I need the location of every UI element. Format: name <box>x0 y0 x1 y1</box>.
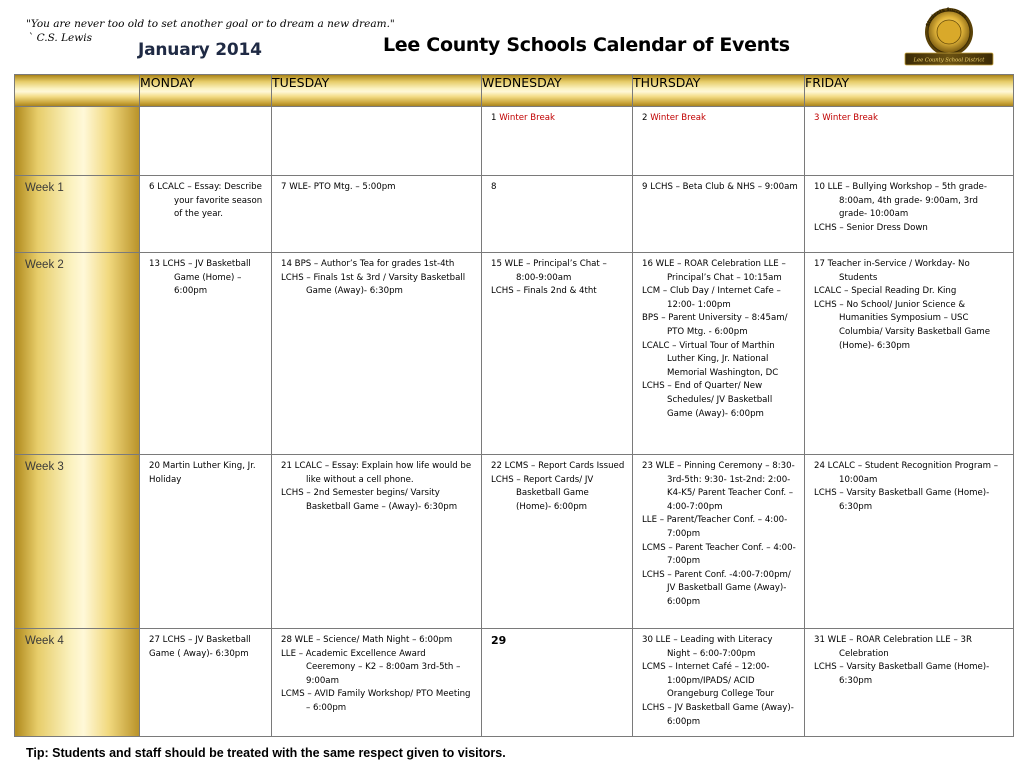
quote-text: "You are never too old to set another goal or to dream a new dream." <box>26 18 395 30</box>
event-text: 7 WLE- PTO Mtg. – 5:00pm <box>281 182 396 192</box>
event-text: LCHS – Parent Conf. -4:00-7:00pm/ JV Basketball Game (Away)- 6:00pm <box>642 569 791 607</box>
event-text: 9 LCHS – Beta Club & NHS – 9:00am <box>642 182 798 192</box>
day-cell-thursday <box>633 629 805 737</box>
event-text: LCM – Club Day / Internet Cafe – 12:00- 1:00pm <box>642 286 781 310</box>
event-text: 13 LCHS – JV Basketball Game (Home) – 6:00pm <box>149 259 251 297</box>
event-text: 2 <box>642 113 651 123</box>
logo-ring-text: Students Success <box>925 7 968 28</box>
event-line <box>491 460 626 474</box>
day-cell-wednesday <box>482 629 633 737</box>
week-row <box>15 629 1014 737</box>
week-label: Week 3 <box>15 455 140 629</box>
month-title: January 2014 <box>138 40 262 60</box>
event-text: LCMS – Internet Café – 12:00-1:00pm/IPADS/ ACID Orangeburg College Tour <box>642 662 775 700</box>
event-line <box>642 181 798 195</box>
week-row <box>15 107 1014 176</box>
event-text: LCMS – AVID Family Workshop/ PTO Meeting – 6:00pm <box>281 689 471 713</box>
event-line <box>642 112 798 126</box>
day-cell-thursday <box>633 253 805 455</box>
day-cell-monday <box>140 455 272 629</box>
week-label: Week 1 <box>15 176 140 253</box>
event-line <box>642 340 798 381</box>
event-line <box>281 634 475 648</box>
event-line <box>814 487 1007 514</box>
event-text: 20 Martin Luther King, Jr. Holiday <box>149 461 256 485</box>
day-cell-monday <box>140 176 272 253</box>
event-line <box>814 460 1007 487</box>
event-line <box>814 299 1007 353</box>
event-text: 6 LCALC – Essay: Describe your favorite season of the year. <box>149 182 263 220</box>
event-text: LCHS – Senior Dress Down <box>814 222 928 233</box>
event-line <box>281 460 475 487</box>
holiday-label: Winter Break <box>499 113 556 123</box>
event-line <box>642 258 798 285</box>
event-line <box>491 181 626 195</box>
event-text: LCALC – Special Reading Dr. King <box>814 286 957 297</box>
event-line <box>814 661 1007 688</box>
day-cell-thursday <box>633 176 805 253</box>
event-line <box>642 285 798 312</box>
event-text: 14 BPS – Author’s Tea for grades 1st-4th <box>281 259 455 269</box>
event-line <box>642 661 798 702</box>
header-tuesday: TUESDAY <box>272 75 482 107</box>
event-text: 1 <box>491 113 500 123</box>
event-text: 22 LCMS – Report Cards Issued <box>491 461 625 471</box>
holiday-label: Winter Break <box>650 113 707 123</box>
event-line <box>149 460 265 487</box>
event-text: 17 Teacher in-Service / Workday- No Students <box>814 259 970 283</box>
event-line <box>814 222 1007 236</box>
day-cell-thursday <box>633 107 805 176</box>
day-cell-tuesday <box>272 629 482 737</box>
event-line <box>642 514 798 541</box>
header-thursday: THURSDAY <box>633 75 805 107</box>
event-text: 23 WLE – Pinning Ceremony – 8:30- 3rd-5th: 9:30- 1st-2nd: 2:00- K4-K5/ Parent Teacher Conf. – 4:00-7:00pm <box>642 461 795 512</box>
event-line <box>149 181 265 222</box>
event-text: LCHS – JV Basketball Game (Away)- 6:00pm <box>642 702 794 727</box>
event-line <box>642 542 798 569</box>
event-line <box>281 258 475 272</box>
event-line <box>149 634 265 661</box>
event-text: 29 <box>491 634 507 647</box>
event-text: LCHS – Varsity Basketball Game (Home)- 6:30pm <box>814 662 990 686</box>
event-line <box>281 648 475 689</box>
logo-banner-text: Lee County School District <box>913 57 985 64</box>
week-label: Week 2 <box>15 253 140 455</box>
event-text: LCHS – Finals 1st & 3rd / Varsity Basketball Game (Away)- 6:30pm <box>281 272 466 297</box>
day-cell-friday <box>805 176 1014 253</box>
event-text: LCALC – Virtual Tour of Marthin Luther King, Jr. National Memorial Washington, DC <box>642 340 779 378</box>
event-line <box>642 702 798 729</box>
event-text: 10 LLE – Bullying Workshop – 5th grade- 8:00am, 4th grade- 9:00am, 3rd grade- 10:00am <box>814 182 987 220</box>
week-label: Week 4 <box>15 629 140 737</box>
header-wednesday: WEDNESDAY <box>482 75 633 107</box>
event-text: LCHS – No School/ Junior Science & Humanities Symposium – USC Columbia/ Varsity Basketball Game (Home)- 6:30pm <box>814 299 991 351</box>
day-cell-tuesday <box>272 253 482 455</box>
event-text: LLE – Academic Excellence Award Ceeremony – K2 – 8:00am 3rd-5th – 9:00am <box>281 648 461 686</box>
header-corner <box>15 75 140 107</box>
event-text: LCHS – End of Quarter/ New Schedules/ JV Basketball Game (Away)- 6:00pm <box>642 381 773 419</box>
day-cell-tuesday <box>272 455 482 629</box>
event-text: LCHS – Report Cards/ JV Basketball Game (Home)- 6:00pm <box>491 474 594 512</box>
day-cell-wednesday <box>482 455 633 629</box>
event-line <box>491 258 626 285</box>
event-line <box>814 258 1007 285</box>
event-line <box>149 258 265 299</box>
event-line <box>491 634 626 650</box>
event-line <box>491 285 626 299</box>
day-cell-thursday <box>633 455 805 629</box>
day-cell-monday <box>140 629 272 737</box>
calendar-body <box>15 107 1014 737</box>
event-text: LLE – Parent/Teacher Conf. – 4:00-7:00pm <box>642 515 788 539</box>
event-text: BPS – Parent University – 8:45am/ PTO Mtg. - 6:00pm <box>642 313 788 337</box>
calendar-table <box>14 74 1014 737</box>
event-text: LCHS – Varsity Basketball Game (Home)- 6:30pm <box>814 488 990 512</box>
event-text: 27 LCHS – JV Basketball Game ( Away)- 6:30pm <box>149 635 251 659</box>
event-line <box>491 112 626 126</box>
event-line <box>281 487 475 514</box>
event-text: 24 LCALC – Student Recognition Program – 10:00am <box>814 461 999 485</box>
event-line <box>814 112 1007 126</box>
event-text: 16 WLE – ROAR Celebration LLE – Principal’s Chat – 10:15am <box>642 259 786 283</box>
event-text: 15 WLE – Principal’s Chat – 8:00-9:00am <box>491 259 607 283</box>
event-text: LCMS – Parent Teacher Conf. – 4:00-7:00pm <box>642 542 796 567</box>
week-row <box>15 455 1014 629</box>
event-line <box>491 474 626 515</box>
day-cell-wednesday <box>482 253 633 455</box>
day-cell-friday <box>805 455 1014 629</box>
day-cell-tuesday <box>272 107 482 176</box>
event-text: 8 <box>491 182 497 192</box>
day-cell-monday <box>140 107 272 176</box>
holiday-label: 3 Winter Break <box>814 113 879 123</box>
event-line <box>814 285 1007 299</box>
header-row <box>15 75 1014 107</box>
week-row <box>15 253 1014 455</box>
event-text: LCHS – 2nd Semester begins/ Varsity Basketball Game – (Away)- 6:30pm <box>281 488 458 512</box>
event-text: 21 LCALC – Essay: Explain how life would be like without a cell phone. <box>281 461 472 485</box>
event-line <box>642 634 798 661</box>
event-line <box>814 181 1007 222</box>
week-row <box>15 176 1014 253</box>
event-line <box>814 634 1007 661</box>
day-cell-friday <box>805 107 1014 176</box>
event-line <box>642 569 798 610</box>
quote-author: ` C.S. Lewis <box>28 32 92 44</box>
event-line <box>281 272 475 299</box>
day-cell-wednesday <box>482 107 633 176</box>
event-line <box>642 312 798 339</box>
event-line <box>642 460 798 514</box>
week-label <box>15 107 140 176</box>
event-text: 30 LLE – Leading with Literacy Night – 6:00-7:00pm <box>642 635 773 659</box>
event-line <box>642 380 798 421</box>
day-cell-friday <box>805 629 1014 737</box>
tip-text: Tip: Students and staff should be treated with the same respect given to visitors. <box>26 746 506 760</box>
header-monday: MONDAY <box>140 75 272 107</box>
event-line <box>281 688 475 715</box>
header-friday: FRIDAY <box>805 75 1014 107</box>
school-district-logo <box>902 2 996 68</box>
event-text: 31 WLE – ROAR Celebration LLE – 3R Celebration <box>814 635 972 659</box>
day-cell-tuesday <box>272 176 482 253</box>
event-text: 28 WLE – Science/ Math Night – 6:00pm <box>281 635 453 645</box>
day-cell-friday <box>805 253 1014 455</box>
page-title: Lee County Schools Calendar of Events <box>383 34 790 56</box>
day-cell-monday <box>140 253 272 455</box>
event-line <box>281 181 475 195</box>
day-cell-wednesday <box>482 176 633 253</box>
event-text: LCHS – Finals 2nd & 4tht <box>491 286 597 297</box>
